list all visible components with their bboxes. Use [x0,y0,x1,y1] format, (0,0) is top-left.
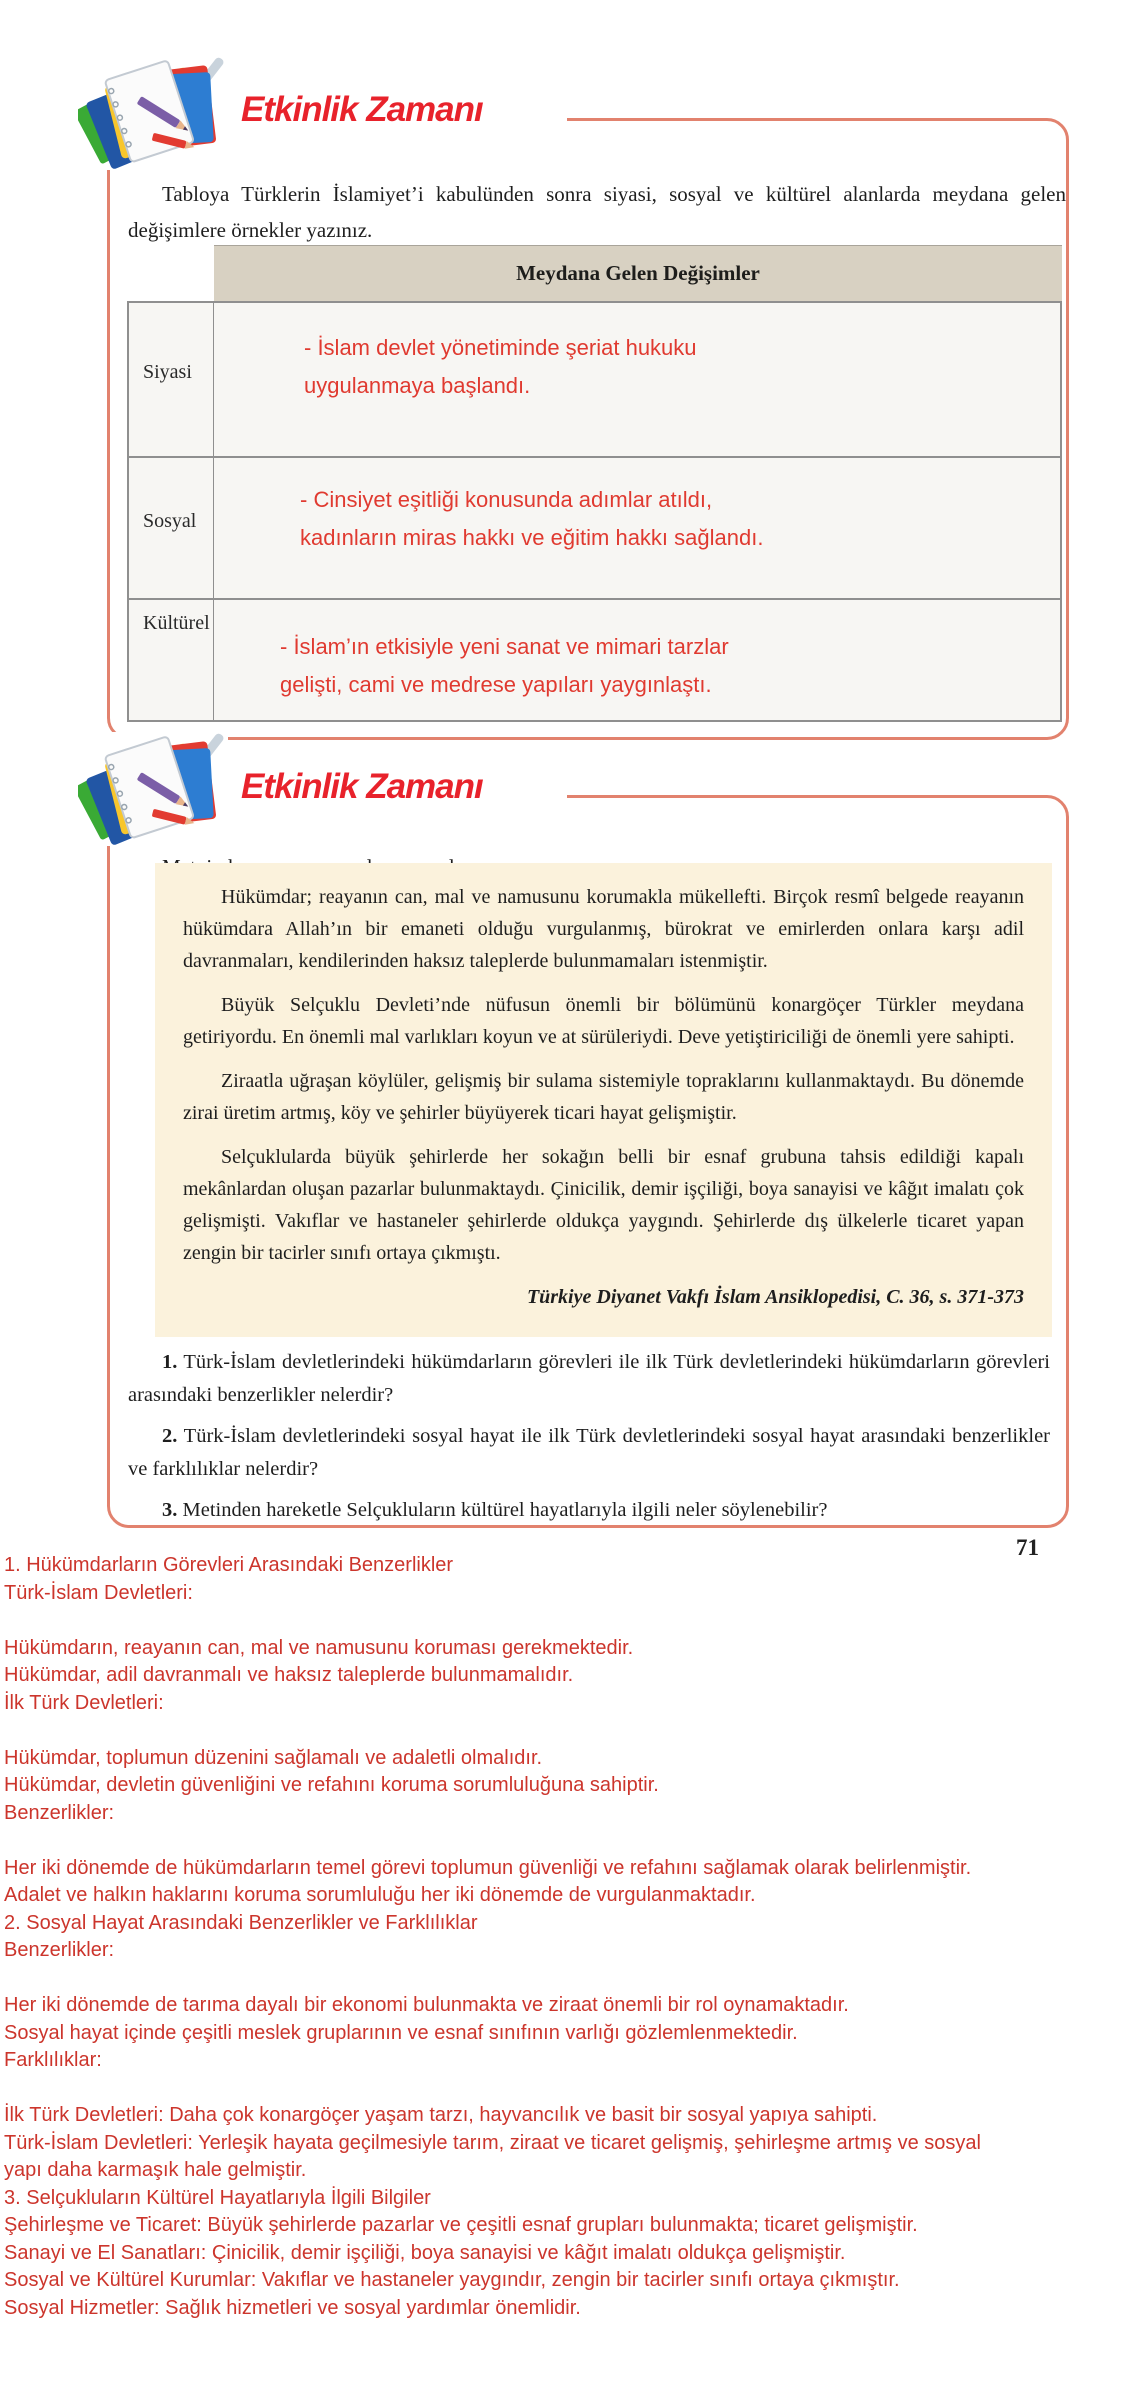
passage-paragraph: Büyük Selçuklu Devleti’nde nüfusun önemli bir bölümünü konargöçer Türkler meydana getiriyordu. En önemli mal varlıkları koyun ve at sürüleriydi. Deve yetiştiriciliği de önemli yere sahipti. [183,994,1024,1048]
answer-overlay-line [4,1965,1146,1993]
question-item [128,1494,1050,1527]
answer-line: - İslam’ın etkisiyle yeni sanat ve mimari tarzlar [280,634,729,659]
activity2-box [107,795,1069,1528]
table-header-label: Meydana Gelen Değişimler [516,261,760,285]
question-text: Türk-İslam devletlerindeki sosyal hayat ile ilk Türk devletlerindeki sosyal hayat arasındaki benzerlikler ve farklılıklar nelerdir? [128,1425,1050,1480]
passage-paragraph: Hükümdar; reayanın can, mal ve namusunu korumakla mükellefti. Birçok resmî belgede reayanın hükümdara Allah’ın bir emaneti olduğu vurgulanmış, bürokrat ve emirlerden onlara karşı adil davranmaları, kendilerinden haksız taleplerde bulunmamaları istenmiştir. [183,886,1024,972]
answer-overlay-line: 3. Selçukluların Kültürel Hayatlarıyla İlgili Bilgiler [4,2186,431,2209]
answer-overlay-line: Her iki dönemde de tarıma dayalı bir ekonomi bulunmakta ve ziraat önemli bir rol oynamaktadır. [4,1994,849,2016]
answer-line: uygulanmaya başlandı. [304,373,531,398]
answer-line: kadınların miras hakkı ve eğitim hakkı sağlandı. [300,525,764,550]
student-answers-overlay [4,1552,1146,2322]
answer-overlay-line: İlk Türk Devletleri: [4,1691,164,1714]
passage-paragraph: Ziraatla uğraşan köylüler, gelişmiş bir sulama sistemiyle topraklarını kullanmaktaydı. Bu dönemde zirai üretim artmış, köy ve şehirler büyüyerek ticari hayat gelişmiştir. [183,1070,1024,1124]
row-label: Siyasi [129,303,214,456]
answer-overlay-line: Adalet ve halkın haklarını koruma sorumluluğu her iki dönemde de vurgulanmaktadır. [4,1884,756,1906]
answer-overlay-line: 2. Sosyal Hayat Arasındaki Benzerlikler ve Farklılıklar [4,1911,478,1934]
answer-overlay-line: Hükümdar, toplumun düzenini sağlamalı ve adaletli olmalıdır. [4,1746,543,1769]
question-number: 2. [162,1425,178,1447]
answer-overlay-line [4,1827,1146,1855]
row-label: Sosyal [129,458,214,598]
answer-overlay-line: 1. Hükümdarların Görevleri Arasındaki Benzerlikler [4,1554,454,1576]
table-row [129,303,1060,458]
answer-overlay-line: Benzerlikler: [4,1939,115,1961]
table-row [129,458,1060,600]
answer-overlay-line: Farklılıklar: [4,2049,102,2071]
activity1-title: Etkinlik Zamanı [241,90,483,129]
answer-overlay-line: Sosyal Hizmetler: Sağlık hizmetleri ve sosyal yardımlar önemlidir. [4,2296,581,2319]
row-answer [214,600,1060,720]
books-pencils-icon [78,726,234,855]
row-answer [214,458,1060,598]
answer-overlay-line [4,2075,1146,2103]
books-pencils-icon [78,50,234,179]
answer-overlay-line: Türk-İslam Devletleri: Yerleşik hayata geçilmesiyle tarım, ziraat ve ticaret gelişmiş, şehirleşme artmış ve sosyal [4,2131,981,2154]
answer-overlay-line: Hükümdar, devletin güvenliğini ve refahını koruma sorumluluğuna sahiptir. [4,1774,659,1796]
passage-citation: Türkiye Diyanet Vakfı İslam Ansiklopedisi, C. 36, s. 371-373 [526,1286,1024,1308]
answer-overlay-line [4,1717,1146,1745]
answer-overlay-line [4,1607,1146,1635]
row-label: Kültürel [129,600,214,720]
answer-line: gelişti, cami ve medrese yapıları yaygınlaştı. [280,672,712,697]
answer-overlay-line: İlk Türk Devletleri: Daha çok konargöçer yaşam tarzı, hayvancılık ve basit bir sosyal yapıya sahipti. [4,2104,878,2126]
activity1-instruction: Tabloya Türklerin İslamiyet’i kabulünden sonra siyasi, sosyal ve kültürel alanlarda meydana gelen değişimlere örnekler yazınız. [128,182,1066,242]
question-number: 3. [162,1499,178,1521]
answer-overlay-line: Sosyal hayat içinde çeşitli meslek gruplarının ve esnaf sınıfının varlığı gözlemlenmektedir. [4,2021,798,2044]
answer-overlay-line: yapı daha karmaşık hale gelmiştir. [4,2159,307,2181]
passage-paragraph: Selçuklularda büyük şehirlerde her sokağın belli bir esnaf grubuna tahsis edildiği kapalı mekânlardan oluşan pazarlar bulunmaktaydı. Çinicilik, demir işçiliği, boya sanayisi ve kâğıt imalatı çok gelişmişti. Vakıflar ve hastaneler şehirlerde oldukça yaygındı. Şehirlerde dış ülkelerle ticaret yapan zengin bir tacirler sınıfı ortaya çıkmıştı. [183,1146,1024,1264]
answer-overlay-line: Benzerlikler: [4,1801,115,1824]
answer-overlay-line: Sosyal ve Kültürel Kurumlar: Vakıflar ve hastaneler yaygındır, zengin bir tacirler sınıfı ortaya çıkmıştır. [4,2269,900,2291]
question-item [128,1346,1050,1412]
page-number: 71 [1016,1535,1039,1560]
question-number: 1. [162,1351,178,1373]
answer-overlay-line: Her iki dönemde de hükümdarların temel görevi toplumun güvenliği ve refahını sağlamak olarak belirlenmiştir. [4,1856,972,1879]
table-row [129,600,1060,720]
reading-passage [155,863,1052,1337]
answer-line: - İslam devlet yönetiminde şeriat hukuku [304,335,697,360]
changes-table [127,245,1062,722]
question-item [128,1420,1050,1486]
questions-list [128,1346,1050,1535]
table-body [127,301,1062,722]
answer-overlay-line: Türk-İslam Devletleri: [4,1581,193,1604]
question-text: Metinden hareketle Selçukluların kültürel hayatlarıyla ilgili neler söylenebilir? [182,1499,828,1521]
question-text: Türk-İslam devletlerindeki hükümdarların görevleri ile ilk Türk devletlerindeki hükümdarların görevleri arasındaki benzerlikler nelerdir? [128,1351,1050,1406]
row-answer [214,303,1060,456]
table-header-cell [214,245,1062,301]
activity2-title: Etkinlik Zamanı [241,767,483,806]
answer-overlay-line: Hükümdar, adil davranmalı ve haksız taleplerde bulunmamalıdır. [4,1664,574,1686]
answer-line: - Cinsiyet eşitliği konusunda adımlar atıldı, [300,487,713,512]
answer-overlay-line: Sanayi ve El Sanatları: Çinicilik, demir işçiliği, boya sanayisi ve kâğıt imalatı oldukça gelişmiştir. [4,2241,846,2264]
answer-overlay-line: Hükümdarın, reayanın can, mal ve namusunu koruması gerekmektedir. [4,1636,634,1659]
activity1-box [107,118,1069,740]
answer-overlay-line: Şehirleşme ve Ticaret: Büyük şehirlerde pazarlar ve çeşitli esnaf grupları bulunmakta; ticaret gelişmiştir. [4,2214,918,2236]
